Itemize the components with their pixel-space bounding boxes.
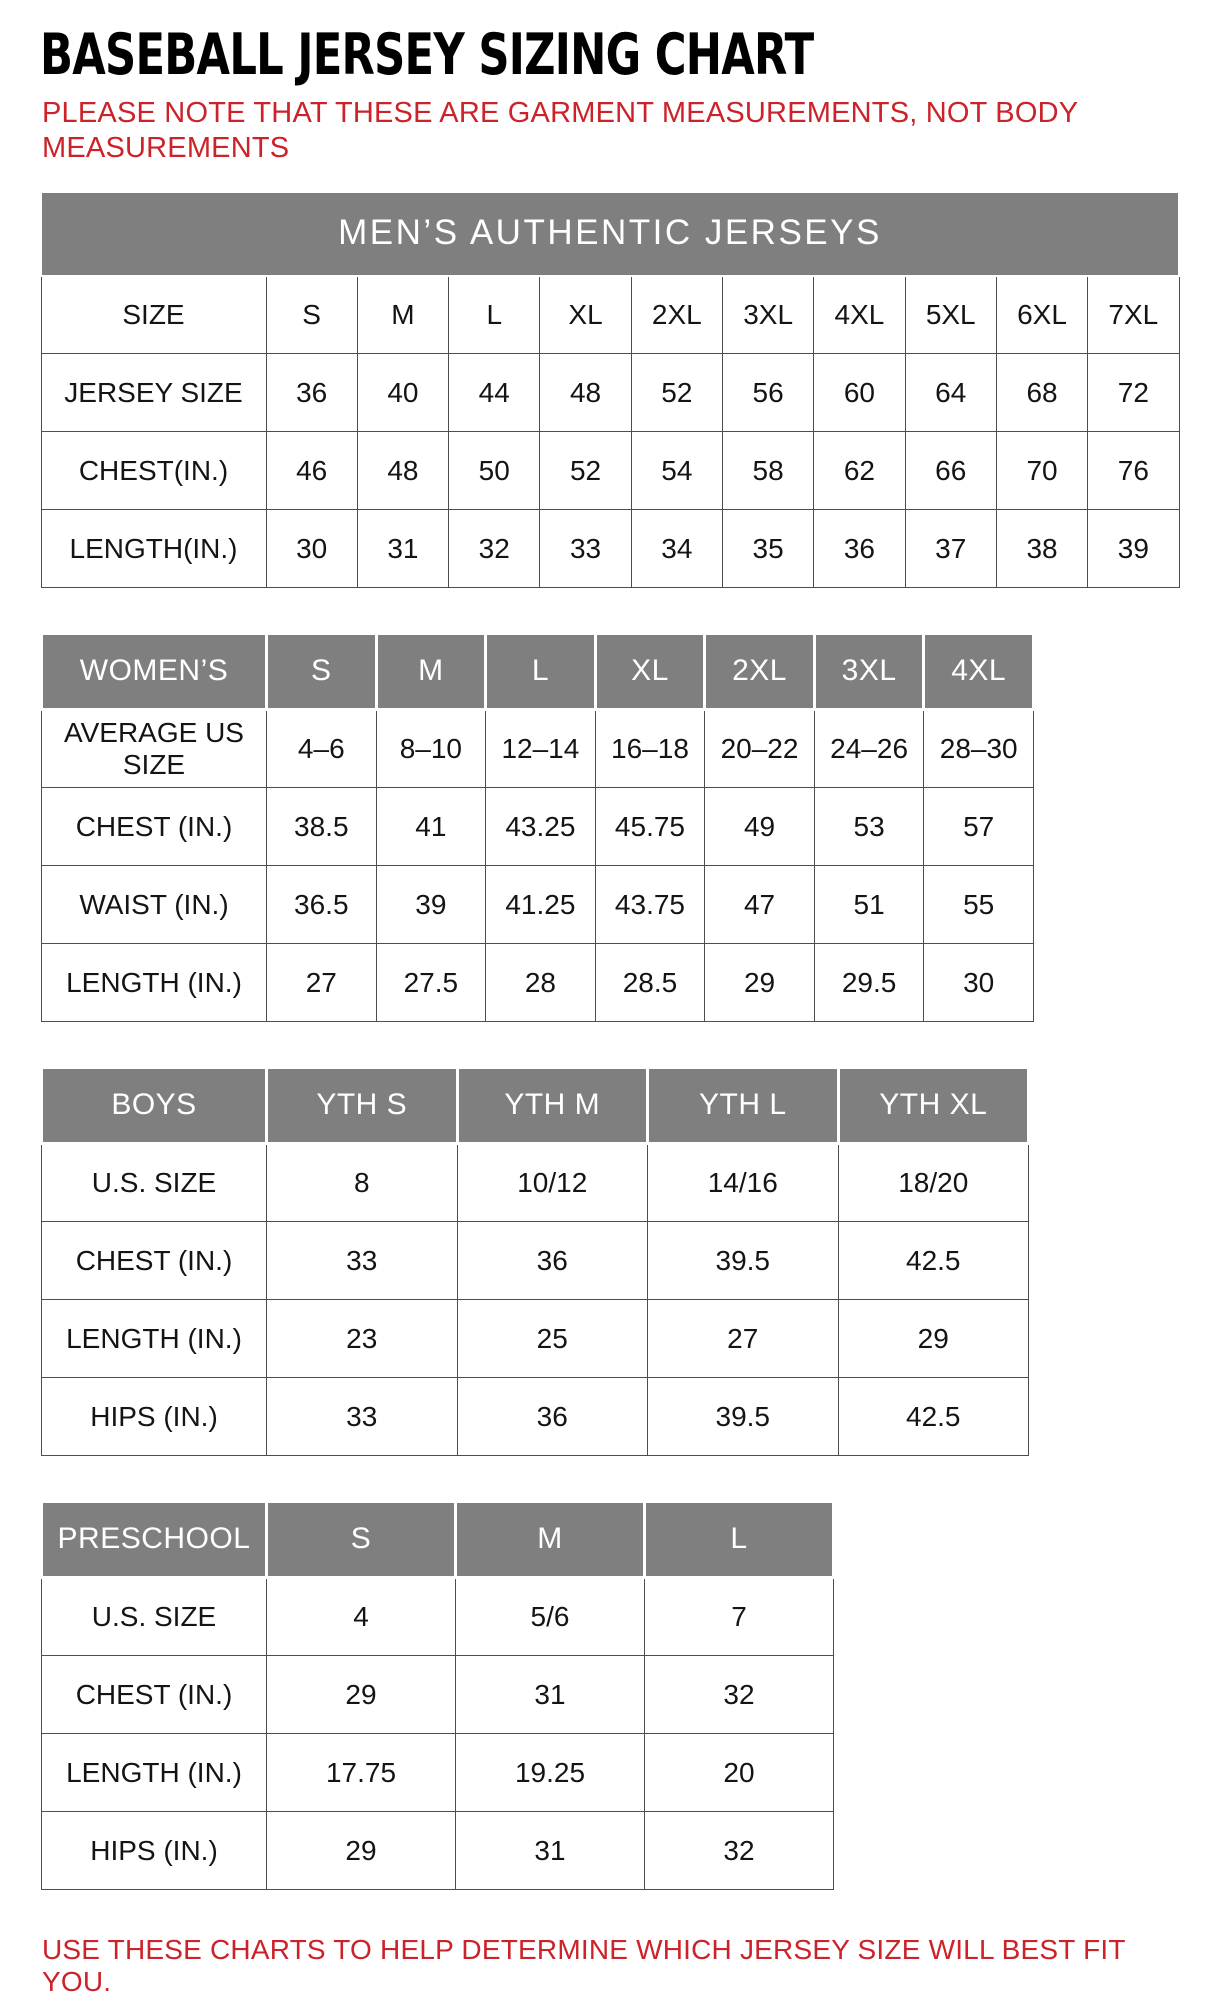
value-cell: 10/12: [457, 1144, 648, 1222]
value-cell: 19.25: [456, 1734, 645, 1812]
size-header-cell: M: [376, 634, 486, 710]
table-header-row: [42, 634, 1034, 710]
value-cell: 16–18: [595, 710, 705, 788]
table-row: [41, 510, 1179, 588]
value-cell: 52: [631, 354, 722, 432]
value-cell: 35: [722, 510, 813, 588]
value-cell: 36: [814, 510, 905, 588]
table-row: [41, 276, 1179, 354]
value-cell: 57: [924, 788, 1034, 866]
preschool-sizing-table: [40, 1500, 835, 1890]
value-cell: 33: [540, 510, 631, 588]
value-cell: 39.5: [648, 1378, 839, 1456]
value-cell: 6XL: [996, 276, 1087, 354]
table-name-cell: BOYS: [42, 1068, 267, 1144]
value-cell: 66: [905, 432, 996, 510]
value-cell: 30: [924, 944, 1034, 1022]
value-cell: 27: [267, 944, 377, 1022]
value-cell: 47: [705, 866, 815, 944]
value-cell: 28: [486, 944, 596, 1022]
value-cell: 36: [457, 1222, 648, 1300]
value-cell: 46: [266, 432, 357, 510]
value-cell: 31: [456, 1656, 645, 1734]
value-cell: 32: [645, 1812, 834, 1890]
value-cell: S: [266, 276, 357, 354]
row-label-cell: CHEST (IN.): [42, 1222, 267, 1300]
value-cell: 39: [376, 866, 486, 944]
value-cell: 37: [905, 510, 996, 588]
value-cell: 27.5: [376, 944, 486, 1022]
value-cell: 56: [722, 354, 813, 432]
row-label-cell: U.S. SIZE: [42, 1144, 267, 1222]
value-cell: 39: [1088, 510, 1179, 588]
value-cell: 40: [357, 354, 448, 432]
value-cell: 30: [266, 510, 357, 588]
value-cell: 41.25: [486, 866, 596, 944]
value-cell: 24–26: [814, 710, 924, 788]
table-row: [42, 788, 1034, 866]
value-cell: 23: [267, 1300, 458, 1378]
value-cell: XL: [540, 276, 631, 354]
table-row: [41, 432, 1179, 510]
value-cell: 31: [456, 1812, 645, 1890]
value-cell: 45.75: [595, 788, 705, 866]
value-cell: 5/6: [456, 1578, 645, 1656]
value-cell: 12–14: [486, 710, 596, 788]
value-cell: 4XL: [814, 276, 905, 354]
size-header-cell: S: [267, 1502, 456, 1578]
value-cell: M: [357, 276, 448, 354]
value-cell: 64: [905, 354, 996, 432]
value-cell: 5XL: [905, 276, 996, 354]
table-header-row: [42, 1068, 1029, 1144]
womens-sizing-table: [40, 632, 1035, 1022]
garment-measurement-note: PLEASE NOTE THAT THESE ARE GARMENT MEASUREMENTS, NOT BODY MEASUREMENTS: [42, 96, 1078, 165]
value-cell: 68: [996, 354, 1087, 432]
table-row: [42, 1812, 834, 1890]
value-cell: 51: [814, 866, 924, 944]
size-header-cell: 3XL: [814, 634, 924, 710]
table-row: [42, 1578, 834, 1656]
value-cell: 4: [267, 1578, 456, 1656]
table-name-cell: PRESCHOOL: [42, 1502, 267, 1578]
value-cell: 25: [457, 1300, 648, 1378]
value-cell: 20: [645, 1734, 834, 1812]
value-cell: 34: [631, 510, 722, 588]
table-title: MEN’S AUTHENTIC JERSEYS: [41, 192, 1179, 276]
value-cell: 31: [357, 510, 448, 588]
value-cell: 38.5: [267, 788, 377, 866]
value-cell: 76: [1088, 432, 1179, 510]
page-title: BASEBALL JERSEY SIZING CHART: [40, 22, 814, 88]
boys-sizing-table: [40, 1066, 1030, 1456]
value-cell: 55: [924, 866, 1034, 944]
value-cell: 43.25: [486, 788, 596, 866]
value-cell: 29: [267, 1656, 456, 1734]
value-cell: 32: [645, 1656, 834, 1734]
value-cell: 29: [705, 944, 815, 1022]
table-header-row: [42, 1502, 834, 1578]
value-cell: 49: [705, 788, 815, 866]
row-label-cell: WAIST (IN.): [42, 866, 267, 944]
row-label-cell: CHEST (IN.): [42, 788, 267, 866]
table-row: [42, 1222, 1029, 1300]
value-cell: 29: [267, 1812, 456, 1890]
size-header-cell: YTH L: [648, 1068, 839, 1144]
value-cell: 36: [457, 1378, 648, 1456]
value-cell: 33: [267, 1222, 458, 1300]
value-cell: 43.75: [595, 866, 705, 944]
row-label-cell: HIPS (IN.): [42, 1812, 267, 1890]
value-cell: 32: [449, 510, 540, 588]
size-header-cell: 2XL: [705, 634, 815, 710]
size-header-cell: 4XL: [924, 634, 1034, 710]
table-row: [42, 944, 1034, 1022]
mens-sizing-table: [40, 191, 1180, 589]
row-label-cell: U.S. SIZE: [42, 1578, 267, 1656]
value-cell: 72: [1088, 354, 1179, 432]
value-cell: 2XL: [631, 276, 722, 354]
value-cell: 7: [645, 1578, 834, 1656]
value-cell: 44: [449, 354, 540, 432]
value-cell: 53: [814, 788, 924, 866]
value-cell: 42.5: [838, 1222, 1029, 1300]
row-label-cell: CHEST (IN.): [42, 1656, 267, 1734]
value-cell: 17.75: [267, 1734, 456, 1812]
value-cell: 50: [449, 432, 540, 510]
value-cell: 3XL: [722, 276, 813, 354]
value-cell: 62: [814, 432, 905, 510]
row-label-cell: LENGTH (IN.): [42, 1300, 267, 1378]
size-header-cell: YTH XL: [838, 1068, 1029, 1144]
value-cell: L: [449, 276, 540, 354]
row-label-cell: LENGTH (IN.): [42, 944, 267, 1022]
value-cell: 14/16: [648, 1144, 839, 1222]
value-cell: 8–10: [376, 710, 486, 788]
value-cell: 7XL: [1088, 276, 1179, 354]
value-cell: 29.5: [814, 944, 924, 1022]
value-cell: 36: [266, 354, 357, 432]
row-label-cell: CHEST(IN.): [41, 432, 266, 510]
value-cell: 54: [631, 432, 722, 510]
size-header-cell: L: [645, 1502, 834, 1578]
value-cell: 60: [814, 354, 905, 432]
table-row: [42, 1300, 1029, 1378]
value-cell: 4–6: [267, 710, 377, 788]
size-header-cell: YTH M: [457, 1068, 648, 1144]
table-row: [42, 1656, 834, 1734]
table-name-cell: WOMEN’S: [42, 634, 267, 710]
row-label-cell: AVERAGE US SIZE: [42, 710, 267, 788]
value-cell: 18/20: [838, 1144, 1029, 1222]
row-label-cell: SIZE: [41, 276, 266, 354]
value-cell: 39.5: [648, 1222, 839, 1300]
row-label-cell: LENGTH(IN.): [41, 510, 266, 588]
table-row: [42, 1378, 1029, 1456]
size-header-cell: XL: [595, 634, 705, 710]
footer-note: USE THESE CHARTS TO HELP DETERMINE WHICH JERSEY SIZE WILL BEST FIT YOU.: [42, 1934, 1126, 1998]
table-row: [42, 1144, 1029, 1222]
value-cell: 42.5: [838, 1378, 1029, 1456]
value-cell: 48: [540, 354, 631, 432]
value-cell: 52: [540, 432, 631, 510]
size-header-cell: M: [456, 1502, 645, 1578]
value-cell: 48: [357, 432, 448, 510]
value-cell: 41: [376, 788, 486, 866]
value-cell: 58: [722, 432, 813, 510]
value-cell: 8: [267, 1144, 458, 1222]
value-cell: 38: [996, 510, 1087, 588]
value-cell: 20–22: [705, 710, 815, 788]
row-label-cell: LENGTH (IN.): [42, 1734, 267, 1812]
table-row: [41, 354, 1179, 432]
row-label-cell: HIPS (IN.): [42, 1378, 267, 1456]
table-row: [42, 866, 1034, 944]
table-row: [42, 710, 1034, 788]
table-row: [42, 1734, 834, 1812]
size-header-cell: YTH S: [267, 1068, 458, 1144]
value-cell: 70: [996, 432, 1087, 510]
row-label-cell: JERSEY SIZE: [41, 354, 266, 432]
value-cell: 27: [648, 1300, 839, 1378]
value-cell: 36.5: [267, 866, 377, 944]
size-header-cell: L: [486, 634, 596, 710]
value-cell: 33: [267, 1378, 458, 1456]
size-header-cell: S: [267, 634, 377, 710]
value-cell: 28.5: [595, 944, 705, 1022]
value-cell: 28–30: [924, 710, 1034, 788]
value-cell: 29: [838, 1300, 1029, 1378]
table-title-row: [41, 192, 1179, 276]
